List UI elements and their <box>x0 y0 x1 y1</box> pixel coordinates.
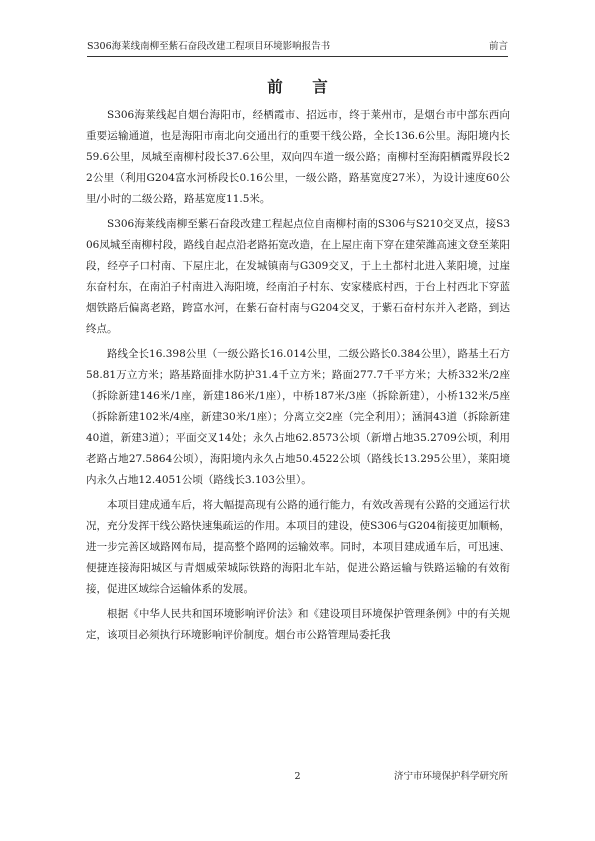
paragraph-project-alignment: S306海莱线南柳至紫石奋段改建工程起点位自南柳村南的S306与S210交叉点，接S306凤城至南柳村段，路线自起点沿老路拓宽改造，在上屋庄南下穿在建荣潍高速文登至莱阳段，经亭子口村南、下屋庄北，在发城镇南与G309交叉，于上土都村北进入莱阳境，过崖东奋村东，在南泊子村南进入海阳境，经南泊子村东、安家楼底村西，于台上村西北下穿蓝烟铁路后偏离老路，跨富水河，在紫石奋村南与G204交叉，于紫石奋村东并入老路，到达终点。 <box>86 218 510 335</box>
body-content <box>86 105 510 650</box>
footer-organization: 济宁市环境保护科学研究所 <box>393 771 508 782</box>
paragraph-project-benefits: 本项目建成通车后，将大幅提高现有公路的通行能力，有效改善现有公路的交通运行状况，充分发挥干线公路快速集疏运的作用。本项目的建设，使S306与G204衔接更加顺畅，进一步完善区域路网布局，提高整个路网的运输效率。同时，本项目建成通车后，可迅速、便捷连接海阳城区与青烟威荣城际铁路的海阳北车站，促进公路运输与铁路运输的有效衔接，促进区域综合运输体系的发展。 <box>86 499 510 595</box>
header-document-title: S306海莱线南柳至紫石奋段改建工程项目环境影响报告书 <box>87 41 331 52</box>
page-number: 2 <box>294 771 301 782</box>
paragraph-route-overview: S306海莱线起自烟台海阳市，经栖霞市、招远市，终于莱州市，是烟台市中部东西向重要运输通道，也是海阳市南北向交通出行的重要干线公路，全长136.6公里。海阳境内长59.6公里，凤城至南柳村段长37.6公里，双向四车道一级公路；南柳村至海阳栖霞界段长22公里（利用G204富水河桥段长0.16公里，一级公路，路基宽度27米），为设计速度60公里/小时的二级公路，路基宽度11.5米。 <box>86 109 510 205</box>
page-header <box>87 40 508 57</box>
paragraph-project-scale: 路线全长16.398公里（一级公路长16.014公里，二级公路长0.384公里），路基土石方58.81万立方米；路基路面排水防护31.4千立方米；路面277.7千平方米；大桥332米/2座（拆除新建146米/1座，新建186米/1座），中桥187米/3座（拆除新建），小桥132米/5座（拆除新建102米/4座，新建30米/1座）；分离立交2座（完全利用）；涵洞43道（拆除新建40道，新建3道）；平面交叉14处；永久占地62.8573公顷（新增占地35.2709公顷，利用老路占地27.5864公顷），海阳境内永久占地50.4522公顷（路线长13.295公里），莱阳境内永久占地12.4051公顷（路线长3.103公里）。 <box>86 348 510 486</box>
paragraph-eia-basis: 根据《中华人民共和国环境影响评价法》和《建设项目环境保护管理条例》中的有关规定，该项目必须执行环境影响评价制度。烟台市公路管理局委托我 <box>86 608 510 641</box>
page-footer <box>87 770 508 784</box>
page-title: 前 言 <box>267 78 340 96</box>
header-section-label: 前言 <box>488 41 508 52</box>
